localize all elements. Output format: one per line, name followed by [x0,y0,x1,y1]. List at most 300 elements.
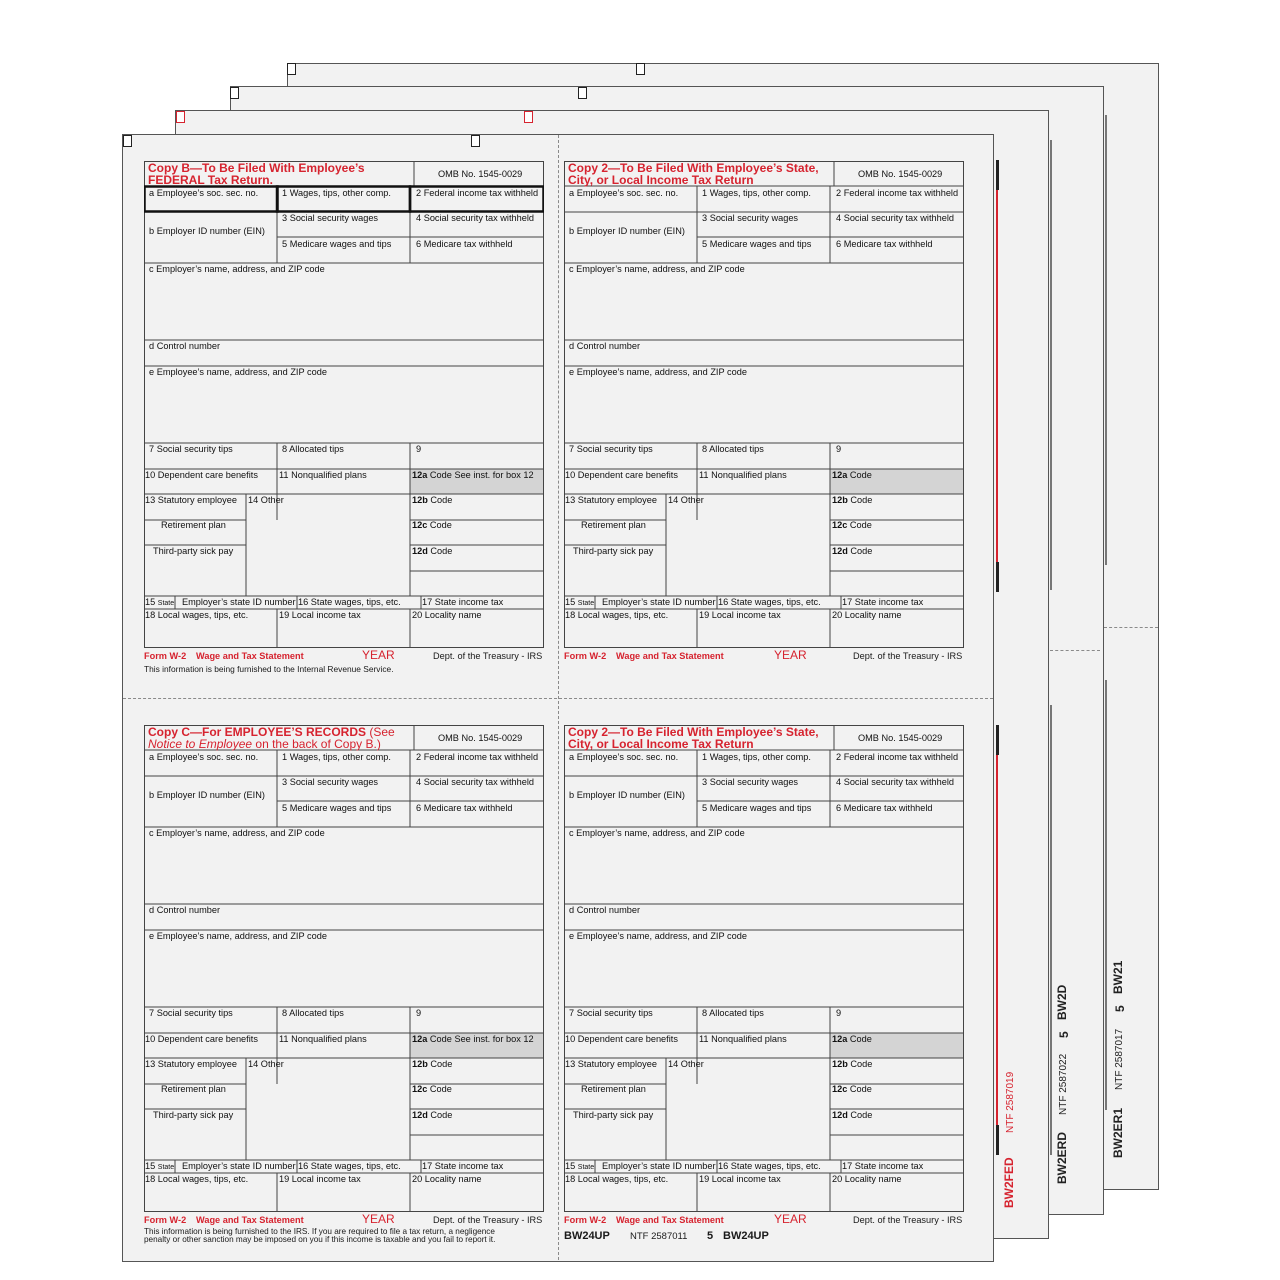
box-19-label-part: Local income tax [291,610,361,620]
box-12d-label-part: Code [850,546,873,556]
box-12a-label [412,1034,534,1045]
box-b-label [569,790,685,801]
box-d-label [149,905,220,916]
box-11-label [699,1034,787,1045]
box-15-label-part: State [577,1164,595,1171]
box-12b-label-part: 12b [832,1059,848,1069]
box-e-label-part: Employee’s name, address, and ZIP code [576,367,747,377]
box-12c-label-part: 12c [832,520,848,530]
box-12c-label [832,520,872,531]
box-a-label-part: Employee’s soc. sec. no. [576,752,679,762]
box-2-label [416,752,538,763]
box-6-label-part: Medicare tax withheld [843,803,933,813]
box-8-label-part: Allocated tips [289,444,344,454]
box-c-label-part: Employer’s name, address, and ZIP code [156,264,325,274]
box-a-label [569,752,678,763]
back-form-edge [996,190,998,562]
box-3-label-part: 3 [702,777,708,787]
box-6-label-part: 6 [836,239,842,249]
box-3-label [702,213,798,224]
box-11-label [279,1034,367,1045]
box-18-label [565,610,668,621]
box-19-label-part: Local income tax [291,1174,361,1184]
box-b-label-part: b [149,226,155,236]
form-dept: Dept. of the Treasury - IRS [853,1215,963,1225]
horizontal-perforation [123,698,993,699]
box-3-label-part: Social security wages [709,213,799,223]
box-14-label [668,1059,704,1070]
box-11-label-part: 11 [699,1034,709,1044]
copy-header-text: (See [369,725,395,739]
box-13-thirdparty [153,546,233,557]
box-15-text-part: Employer’s state ID number [182,597,296,607]
box-17-label [842,1161,923,1172]
form-title: Wage and Tax Statement [196,1215,304,1225]
box-10-label [145,470,258,481]
back-form-edge [1050,140,1052,590]
box-8-label-part: 8 [282,1008,288,1018]
box-8-label-part: Allocated tips [289,1008,344,1018]
box-12d-label-part: Code [850,1110,873,1120]
form-title: Wage and Tax Statement [616,651,724,661]
box-1-label [702,188,811,199]
box-2-label [416,188,538,199]
box-9-label [836,1008,841,1019]
box-a-label-part: Employee’s soc. sec. no. [576,188,679,198]
box-7-label-part: 7 [149,1008,155,1018]
box-b-label [149,790,265,801]
box-15-text [602,1161,716,1172]
box-12b-label-part: 12b [412,495,428,505]
box-6-label [416,803,513,814]
box-3-label [282,777,378,788]
box-e-label [149,367,327,378]
box-4-label-part: 4 [836,213,842,223]
box-4-label-part: Social security tax withheld [843,777,954,787]
box-4-label-part: Social security tax withheld [843,213,954,223]
box-9-label-part: 9 [836,1008,842,1018]
box-8-label [282,444,344,455]
box-d-label-part: d [149,905,155,915]
box-12b-label-part: Code [850,495,873,505]
box-12c-label-part: 12c [412,520,428,530]
box-15-text [182,1161,296,1172]
box-6-label [836,803,933,814]
box-7-label-part: Social security tips [156,1008,233,1018]
w2-copy-b [144,161,544,674]
box-18-label-part: 18 [565,1174,576,1184]
box-13-label [145,495,237,506]
box-17-label-part: State income tax [854,597,924,607]
box-9-label-part: 9 [416,1008,422,1018]
box-12b-label-part: 12b [412,1059,428,1069]
form-year: YEAR [774,1212,807,1226]
form-footer [144,648,544,681]
box-d-label-part: Control number [156,905,221,915]
box-4-label [416,213,534,224]
box-16-label-part: 16 [718,597,729,607]
box-6-label-part: 6 [416,803,422,813]
registration-mark [471,135,480,147]
box-2-label [836,752,958,763]
box-20-label-part: 20 [832,610,843,620]
box-e-label-part: e [149,931,155,941]
copy-header [148,162,365,186]
box-15-label-part: 15 [145,597,156,607]
box-13-label-part: 13 [145,495,156,505]
box-3-label-part: 3 [702,213,708,223]
box-2-label-part: Federal income tax withheld [843,752,959,762]
box-20-label-part: 20 [412,1174,423,1184]
box-1-label-part: Wages, tips, other comp. [709,752,811,762]
box-14-label-part: 14 [248,495,259,505]
box-6-label [416,239,513,250]
form-dept: Dept. of the Treasury - IRS [853,651,963,661]
box-16-label-part: 16 [298,1161,309,1171]
box-4-label-part: 4 [836,777,842,787]
box-e-label [569,931,747,942]
box-a-label-part: Employee’s soc. sec. no. [156,752,259,762]
box-12c-label-part: 12c [412,1084,428,1094]
box-18-label [145,610,248,621]
box-10-label-part: Dependent care benefits [157,470,258,480]
box-12c-label [412,1084,452,1095]
form-title: Wage and Tax Statement [616,1215,724,1225]
box-a-label-part: a [569,188,575,198]
box-18-label-part: Local wages, tips, etc. [157,610,249,620]
box-15-label [565,597,594,609]
registration-mark [123,135,132,147]
box-12b-label [412,495,452,506]
form-year: YEAR [362,1212,395,1226]
omb-number: OMB No. 1545-0029 [438,169,523,179]
box-17-label-part: State income tax [434,597,504,607]
copy-header-text: Copy 2—To Be Filed With Employee’s State, [568,161,819,175]
box-16-label-part: State wages, tips, etc. [730,597,821,607]
box-13-retirement-part: Retirement plan [161,1084,226,1094]
box-10-label-part: 10 [565,470,576,480]
box-14-label-part: 14 [668,495,679,505]
side-code-bw2erd: BW2ERD [1055,1131,1069,1184]
box-c-label-part: c [569,828,574,838]
box-e-label-part: e [149,367,155,377]
box-14-label-part: Other [680,495,704,505]
form-name: Form W-2 [144,1215,187,1225]
box-b-label [569,226,685,237]
omb-number: OMB No. 1545-0029 [858,733,943,743]
box-13-label [145,1059,237,1070]
box-e-label-part: Employee’s name, address, and ZIP code [156,931,327,941]
box-19-label-part: 19 [279,1174,290,1184]
box-16-label [298,597,401,608]
box-2-label-part: Federal income tax withheld [843,188,959,198]
box-8-label-part: Allocated tips [709,444,764,454]
box-a-label-part: a [569,752,575,762]
box-12d-label [412,1110,452,1121]
back-form-edge [996,755,998,1125]
box-12a-label-part: Code [429,470,452,480]
copy-header-text: Copy 2—To Be Filed With Employee’s State, [568,725,819,739]
form-note: This information is being furnished to the Internal Revenue Service. [144,664,394,674]
box-15-label-part: State [157,1164,175,1171]
box-12a-label-part: See inst. for box 12 [454,1034,534,1044]
box-17-label-part: 17 [842,597,853,607]
form-note: penalty or other sanction may be imposed on you if this income is taxable and you fail to report it. [144,1235,496,1244]
side-code-bw21: BW21 [1111,960,1125,994]
back-form-edge [996,562,999,592]
box-20-label-part: 20 [832,1174,843,1184]
copy-header-text: Copy B—To Be Filed With Employee’s [148,161,365,175]
box-17-label [422,1161,503,1172]
box-12d-label [832,1110,872,1121]
box-13-thirdparty-part: Third-party sick pay [153,1110,234,1120]
box-1-label-part: Wages, tips, other comp. [289,188,391,198]
registration-mark [636,63,645,75]
form-name: Form W-2 [144,651,187,661]
box-2-label-part: Federal income tax withheld [423,752,539,762]
box-5-label [282,239,391,250]
box-12b-label-part: Code [430,495,453,505]
box-3-label-part: 3 [282,777,288,787]
box-13-retirement-part: Retirement plan [581,1084,646,1094]
box-18-label-part: Local wages, tips, etc. [157,1174,249,1184]
back-form-edge [1050,705,1052,1155]
box-a-label-part: a [149,188,155,198]
box-15-text-part: Employer’s state ID number [182,1161,296,1171]
box-d-label-part: d [569,341,575,351]
box-9-label-part: 9 [416,444,422,454]
box-15-label-part: 15 [145,1161,156,1171]
copy-header-text: on the back of Copy B.) [255,737,381,751]
box-13-label-part: 13 [565,495,576,505]
box-13-label-part: Statutory employee [157,495,237,505]
box-5-label-part: Medicare wages and tips [709,239,812,249]
box-11-label-part: Nonqualified plans [291,470,367,480]
box-19-label-part: 19 [699,1174,710,1184]
box-13-retirement [581,1084,646,1095]
box-18-label [565,1174,668,1185]
box-17-label [842,597,923,608]
box-12d-label-part: 12d [412,1110,428,1120]
box-17-label [422,597,503,608]
box-9-label-part: 9 [836,444,842,454]
box-8-label [282,1008,344,1019]
box-14-label-part: Other [260,495,284,505]
box-18-label-part: 18 [145,610,156,620]
box-1-label-part: 1 [282,188,288,198]
box-2-label-part: 2 [836,188,842,198]
box-11-label [699,470,787,481]
copy-header-text: Copy C—For EMPLOYEE’S RECORDS [148,725,367,739]
box-12b-label-part: 12b [832,495,848,505]
box-6-label-part: Medicare tax withheld [843,239,933,249]
box-5-label-part: 5 [282,239,288,249]
box-17-label-part: 17 [842,1161,853,1171]
form-footer [144,1212,544,1245]
box-15-text [602,597,716,608]
box-1-label-part: Wages, tips, other comp. [289,752,391,762]
box-c-label-part: c [149,828,154,838]
box-4-label-part: Social security tax withheld [423,213,534,223]
bottom-code-right: BW24UP [723,1230,769,1242]
box-12a-label [412,470,534,481]
box-6-label-part: 6 [416,239,422,249]
bottom-code-num: 5 [707,1230,714,1242]
box-d-label [149,341,220,352]
box-c-label [149,828,325,839]
box-5-label [702,239,811,250]
box-6-label [836,239,933,250]
side-ntf-erd: NTF 2587022 [1058,1053,1069,1115]
box-17-label-part: State income tax [434,1161,504,1171]
box-e-label-part: Employee’s name, address, and ZIP code [576,931,747,941]
side-code-bw2d: BW2D [1055,984,1069,1020]
box-5-label-part: 5 [282,803,288,813]
box-10-label-part: 10 [145,470,156,480]
box-19-label-part: Local income tax [711,610,781,620]
registration-mark [176,111,185,123]
box-1-label [282,188,391,199]
box-20-label-part: 20 [412,610,423,620]
box-12a-label [832,1034,872,1045]
box-e-label-part: e [569,931,575,941]
box-4-label [836,777,954,788]
box-12d-label [832,546,872,557]
box-e-label-part: e [569,367,575,377]
box-12b-label-part: Code [430,1059,453,1069]
box-c-label-part: Employer’s name, address, and ZIP code [576,828,745,838]
box-c-label [149,264,325,275]
box-2-label-part: 2 [416,188,422,198]
box-7-label-part: 7 [569,444,575,454]
box-13-thirdparty [153,1110,233,1121]
box-18-label-part: Local wages, tips, etc. [577,1174,669,1184]
box-3-label [702,777,798,788]
box-12d-label [412,546,452,557]
back-form-edge [996,1125,999,1155]
box-e-label [569,367,747,378]
box-14-label-part: Other [680,1059,704,1069]
form-dept: Dept. of the Treasury - IRS [433,1215,543,1225]
box-15-label-part: 15 [565,1161,576,1171]
copy-header [568,162,819,186]
box-7-label-part: 7 [569,1008,575,1018]
box-15-label [145,597,174,609]
box-14-label-part: 14 [248,1059,259,1069]
box-a-label-part: a [149,752,155,762]
box-16-label-part: State wages, tips, etc. [310,1161,401,1171]
box-10-label-part: Dependent care benefits [577,1034,678,1044]
box-20-label [412,1174,481,1185]
box-19-label-part: 19 [279,610,290,620]
box-9-label [836,444,841,455]
box-8-label [702,1008,764,1019]
box-12d-label-part: 12d [832,1110,848,1120]
side-code-bw2er1: BW2ER1 [1111,1107,1125,1158]
form-title: Wage and Tax Statement [196,651,304,661]
box-b-label-part: Employer ID number (EIN) [156,226,265,236]
box-12a-label-part: 12a [412,470,428,480]
box-12a-label-part: 12a [412,1034,428,1044]
back-form-edge [1105,115,1107,565]
box-15-label-part: 15 [565,597,576,607]
box-12c-label-part: Code [429,1084,452,1094]
form-name: Form W-2 [564,651,607,661]
box-c-label-part: c [569,264,574,274]
back-perforation [1050,650,1100,651]
box-12a-label-part: Code [849,470,872,480]
box-3-label-part: Social security wages [289,777,379,787]
box-8-label-part: 8 [282,444,288,454]
box-6-label-part: 6 [836,803,842,813]
box-9-label [416,1008,421,1019]
box-18-label-part: Local wages, tips, etc. [577,610,669,620]
box-17-label-part: 17 [422,597,433,607]
box-12a-label-part: See inst. for box 12 [454,470,534,480]
box-12d-label-part: 12d [832,546,848,556]
copy-header [148,726,395,750]
box-b-label-part: b [569,790,575,800]
w2-copy-2-bottom [564,725,964,1226]
w2-copy-2-top [564,161,964,662]
box-7-label-part: Social security tips [156,444,233,454]
box-5-label-part: 5 [702,803,708,813]
box-10-label-part: 10 [565,1034,576,1044]
box-d-label-part: Control number [156,341,221,351]
box-6-label-part: Medicare tax withheld [423,239,513,249]
box-20-label-part: Locality name [424,1174,482,1184]
box-6-label-part: Medicare tax withheld [423,803,513,813]
box-7-label-part: Social security tips [576,1008,653,1018]
side-num-erd: 5 [1057,1031,1071,1038]
copy-header-text: City, or Local Income Tax Return [568,173,754,187]
box-20-label [832,1174,901,1185]
box-10-label [145,1034,258,1045]
box-15-label-part: State [577,600,595,607]
box-3-label-part: Social security wages [289,213,379,223]
registration-mark [230,87,239,99]
box-13-retirement [161,520,226,531]
box-7-label [149,1008,233,1019]
box-7-label [569,444,653,455]
bottom-code-ntf: NTF 2587011 [630,1231,688,1242]
box-20-label-part: Locality name [424,610,482,620]
box-11-label-part: 11 [279,470,289,480]
box-c-label-part: Employer’s name, address, and ZIP code [156,828,325,838]
box-c-label [569,828,745,839]
box-c-label [569,264,745,275]
box-13-thirdparty-part: Third-party sick pay [573,1110,654,1120]
form-name: Form W-2 [564,1215,607,1225]
box-16-label-part: 16 [298,597,309,607]
box-d-label-part: d [569,905,575,915]
form-footer [564,648,964,681]
form-year: YEAR [774,648,807,662]
box-14-label [668,495,704,506]
box-10-label [565,470,678,481]
box-15-label [565,1161,594,1173]
box-19-label-part: 19 [699,610,710,620]
box-11-label-part: Nonqualified plans [711,1034,787,1044]
box-c-label-part: Employer’s name, address, and ZIP code [576,264,745,274]
box-12a-label [832,470,872,481]
box-14-label-part: Other [260,1059,284,1069]
box-4-label-part: 4 [416,213,422,223]
box-13-label-part: Statutory employee [157,1059,237,1069]
box-11-label-part: Nonqualified plans [711,470,787,480]
box-13-thirdparty-part: Third-party sick pay [573,546,654,556]
box-2-label [836,188,958,199]
